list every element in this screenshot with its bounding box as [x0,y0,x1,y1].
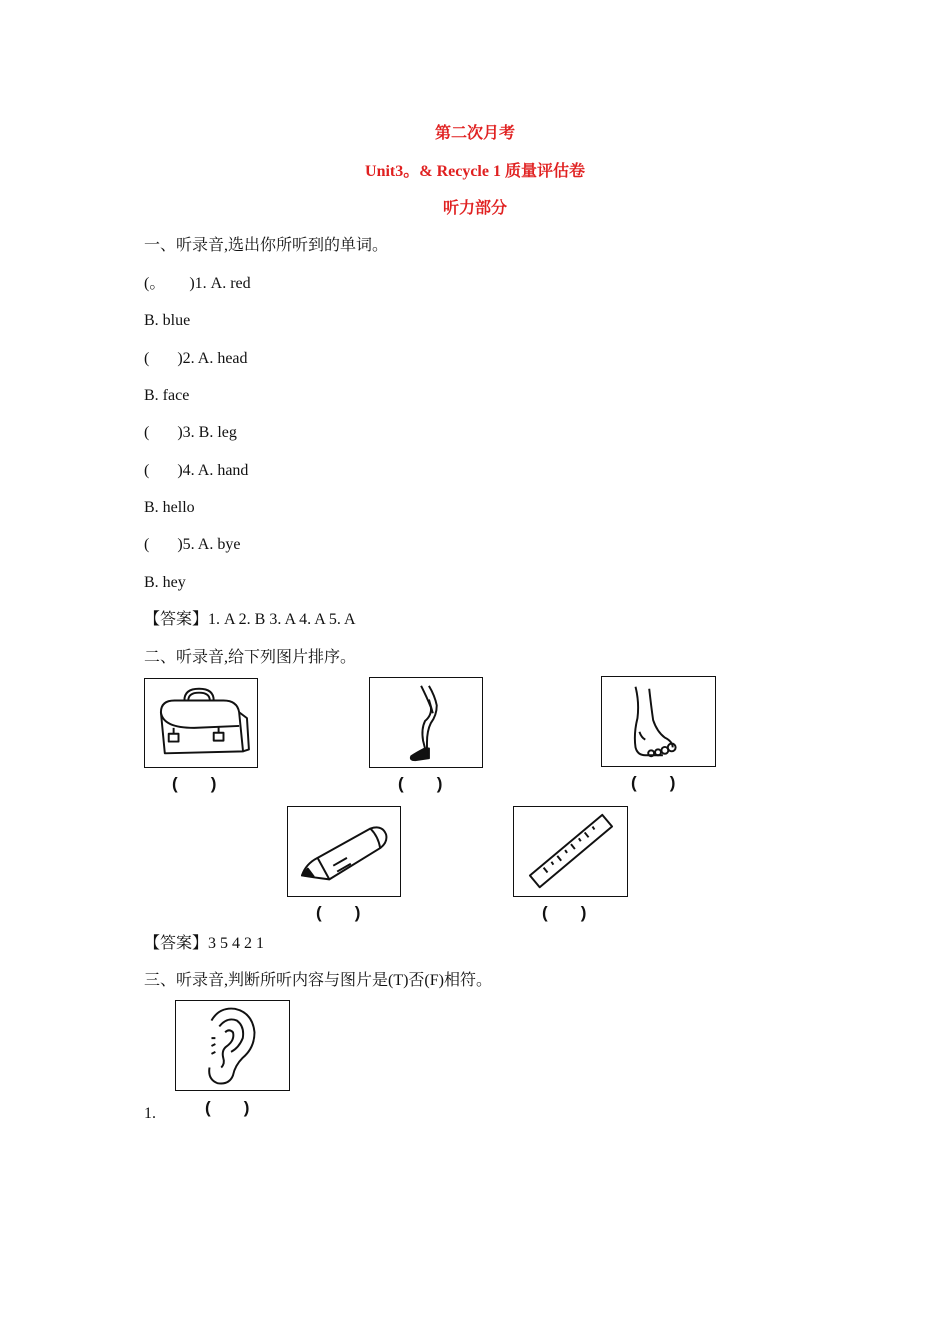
question-line: ( )4. A. hand [144,462,249,479]
question-line: ( )3. B. leg [144,424,237,441]
answer-blank[interactable]: ( ) [172,774,217,793]
foot-icon [602,677,715,766]
answer-blank[interactable]: ( ) [631,773,676,792]
answer-line: 【答案】3 5 4 2 1 [144,935,265,952]
picture-box [144,678,258,768]
picture-box [369,677,483,768]
answer-blank[interactable]: ( ) [542,903,587,922]
section3-heading: 三、听录音,判断所听内容与图片是(T)否(F)相符。 [144,972,492,989]
question-line: B. face [144,387,190,404]
question-line: ( )2. A. head [144,350,248,367]
picture-box [601,676,716,767]
answer-blank[interactable]: ( ) [205,1098,250,1117]
section2-heading: 二、听录音,给下列图片排序。 [144,649,357,666]
ruler-icon [514,807,627,896]
answer-blank[interactable]: ( ) [398,774,443,793]
answer-line: 【答案】1. A 2. B 3. A 4. A 5. A [144,611,356,628]
schoolbag-icon [145,679,257,767]
leg-icon [370,678,482,767]
section-title: 听力部分 [442,200,507,217]
question-line: B. hello [144,499,195,516]
crayon-icon [288,807,400,896]
ear-icon [176,1001,289,1090]
question-line: B. hey [144,574,186,591]
question-line: ( )5. A. bye [144,536,241,553]
question-line: (。 )1. A. red [144,275,251,292]
item-number: 1. [144,1105,156,1122]
section1-heading: 一、听录音,选出你所听到的单词。 [144,237,389,254]
picture-box [513,806,628,897]
picture-box [287,806,401,897]
picture-box [175,1000,290,1091]
page-subtitle: Unit3。& Recycle 1 质量评估卷 [365,163,585,180]
question-line: B. blue [144,312,191,329]
answer-blank[interactable]: ( ) [316,903,361,922]
page-title: 第二次月考 [434,125,515,142]
